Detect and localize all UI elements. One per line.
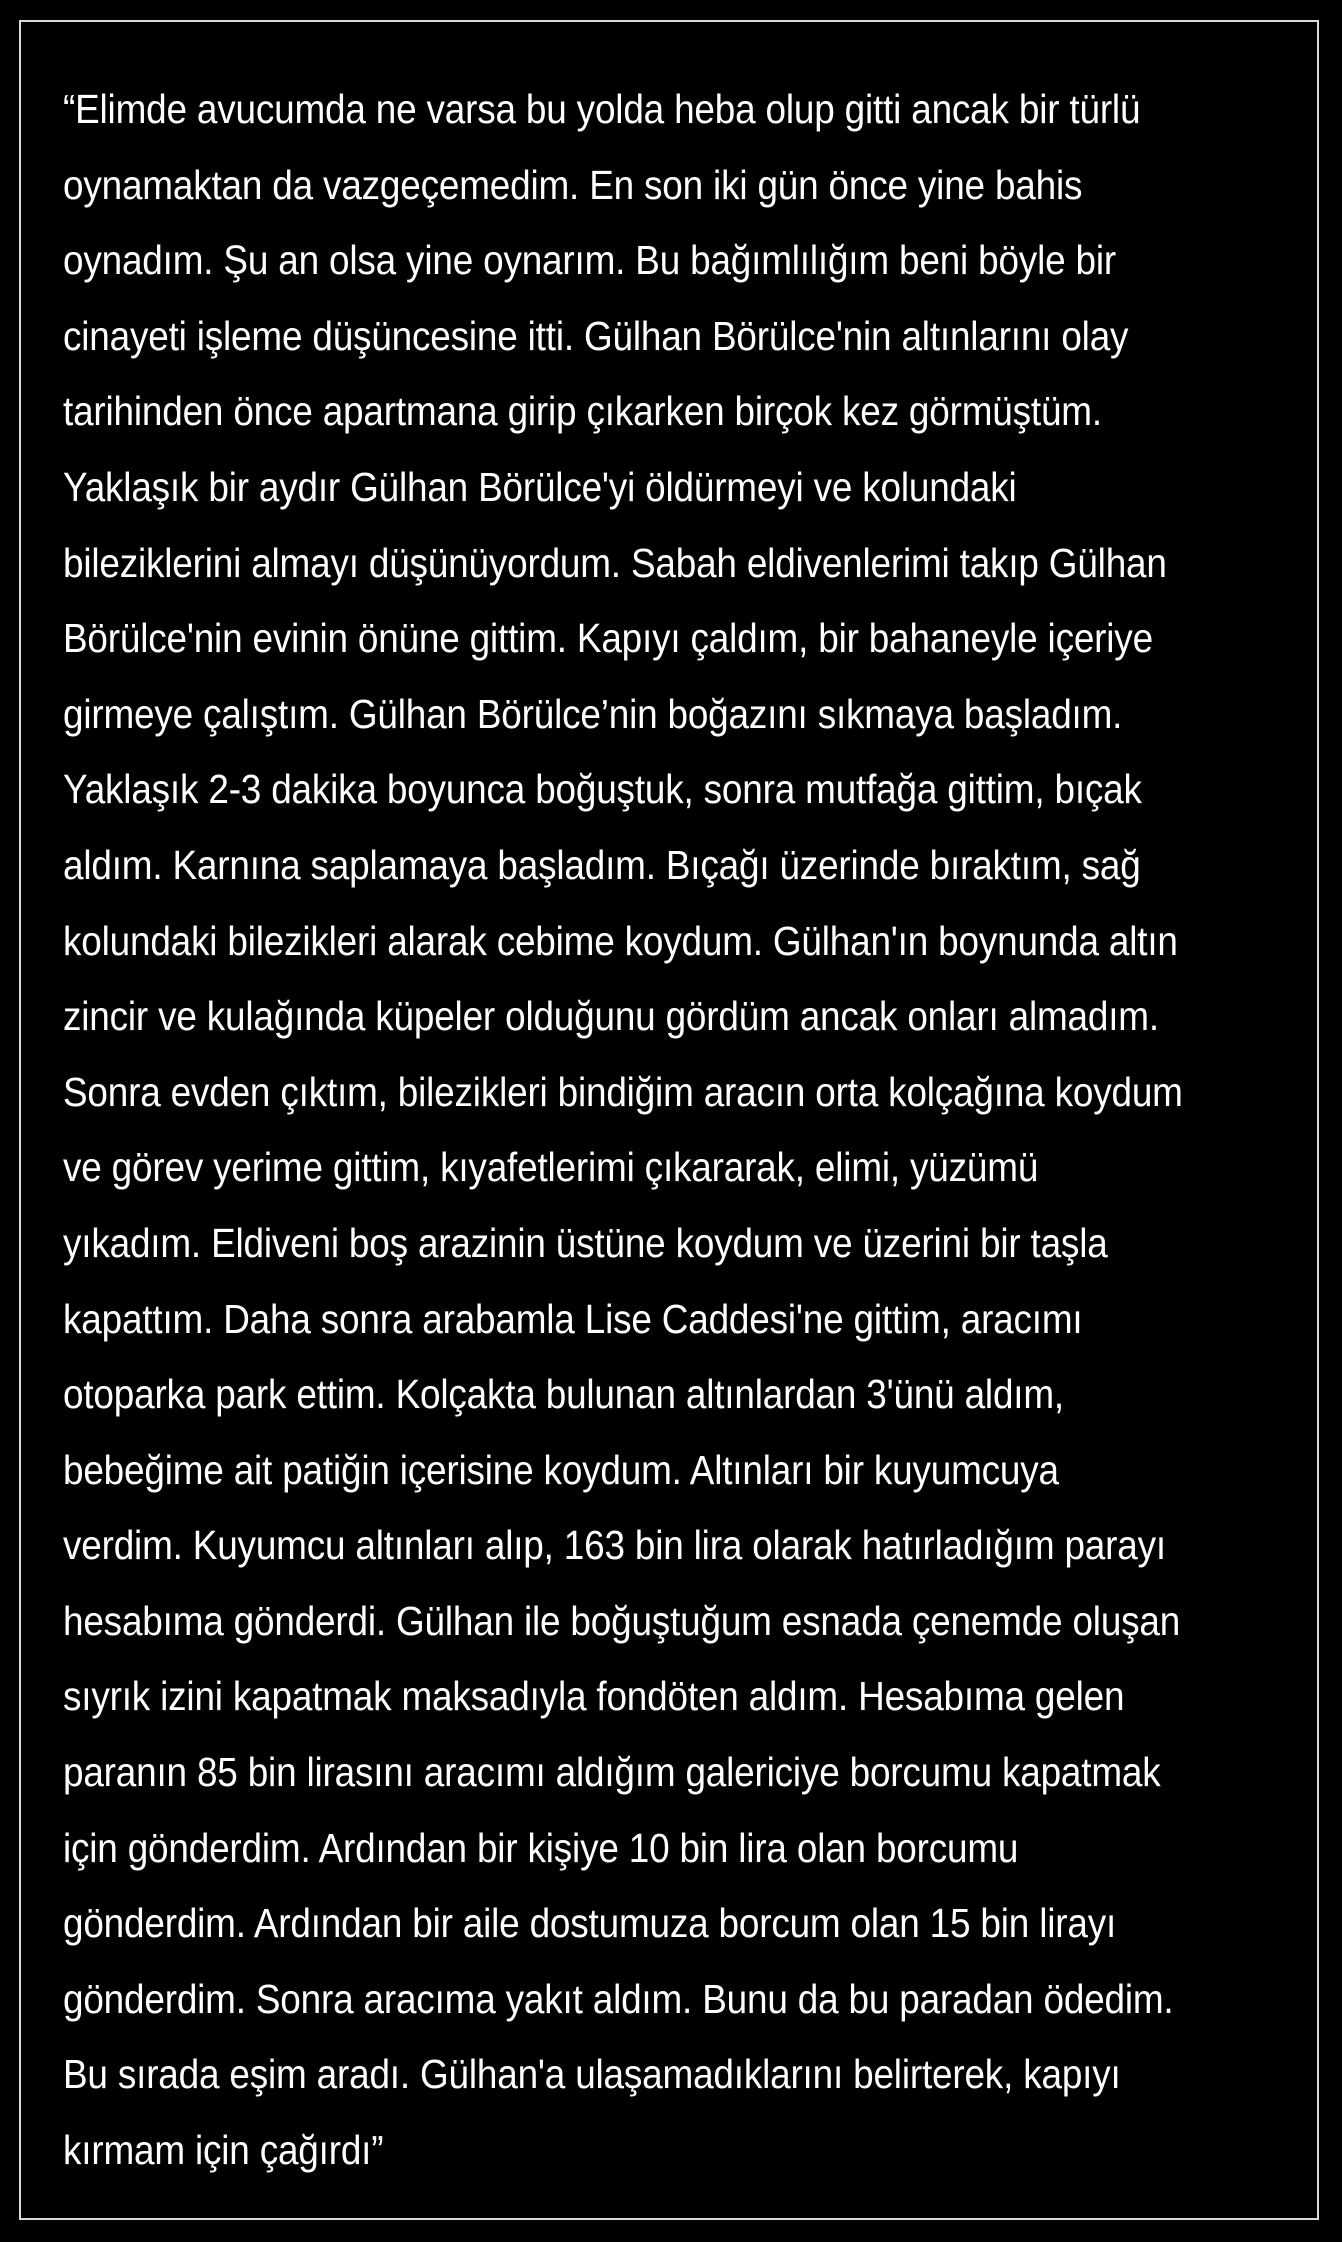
quote-line: bileziklerini almayı düşünüyordum. Sabah eldivenlerimi takıp Gülhan — [63, 539, 1167, 586]
quote-line: “Elimde avucumda ne varsa bu yolda heba olup gitti ancak bir türlü — [63, 86, 1141, 132]
quote-line: Yaklaşık 2-3 dakika boyunca boğuştuk, sonra mutfağa gittim, bıçak — [63, 766, 1142, 813]
quote-line: girmeye çalıştım. Gülhan Börülce’nin boğazını sıkmaya başladım. — [63, 690, 1123, 737]
quote-line: otoparka park ettim. Kolçakta bulunan altınlardan 3'ünü aldım, — [63, 1371, 1064, 1418]
quote-line: ve görev yerime gittim, kıyafetlerimi çıkararak, elimi, yüzümü — [63, 1144, 1039, 1191]
quote-line: zincir ve kulağında küpeler olduğunu gördüm ancak onları almadım. — [63, 993, 1159, 1040]
quote-frame — [19, 20, 1319, 2220]
quote-line: cinayeti işleme düşüncesine itti. Gülhan Börülce'nin altınlarını olay — [63, 312, 1129, 359]
quote-line: kolundaki bilezikleri alarak cebime koydum. Gülhan'ın boynunda altın — [63, 917, 1178, 964]
quote-text — [63, 72, 1183, 2189]
quote-line: hesabıma gönderdi. Gülhan ile boğuştuğum esnada çenemde oluşan — [63, 1597, 1181, 1644]
quote-line: gönderdim. Ardından bir aile dostumuza borcum olan 15 bin lirayı — [63, 1900, 1117, 1947]
quote-line: kırmam için çağırdı” — [63, 2127, 384, 2174]
quote-line: yıkadım. Eldiveni boş arazinin üstüne koydum ve üzerini bir taşla — [63, 1219, 1108, 1266]
quote-line: Börülce'nin evinin önüne gittim. Kapıyı çaldım, bir bahaneyle içeriye — [63, 615, 1153, 662]
quote-line: Bu sırada eşim aradı. Gülhan'a ulaşamadıklarını belirterek, kapıyı — [63, 2051, 1121, 2098]
quote-line: paranın 85 bin lirasını aracımı aldığım galericiye borcumu kapatmak — [63, 1749, 1161, 1796]
quote-line: bebeğime ait patiğin içerisine koydum. Altınları bir kuyumcuya — [63, 1446, 1059, 1493]
quote-line: sıyrık izini kapatmak maksadıyla fondöten aldım. Hesabıma gelen — [63, 1673, 1125, 1720]
quote-line: kapattım. Daha sonra arabamla Lise Caddesi'ne gittim, aracımı — [63, 1295, 1083, 1342]
quote-line: Yaklaşık bir aydır Gülhan Börülce'yi öldürmeyi ve kolundaki — [63, 463, 1017, 510]
quote-line: aldım. Karnına saplamaya başladım. Bıçağı üzerinde bıraktım, sağ — [63, 841, 1141, 888]
quote-line: tarihinden önce apartmana girip çıkarken birçok kez görmüştüm. — [63, 388, 1102, 435]
quote-line: için gönderdim. Ardından bir kişiye 10 bin lira olan borcumu — [63, 1824, 1019, 1871]
quote-line: oynamaktan da vazgeçemedim. En son iki gün önce yine bahis — [63, 161, 1083, 208]
quote-line: oynadım. Şu an olsa yine oynarım. Bu bağımlılığım beni böyle bir — [63, 237, 1116, 284]
quote-line: verdim. Kuyumcu altınları alıp, 163 bin lira olarak hatırladığım parayı — [63, 1522, 1166, 1569]
quote-line: Sonra evden çıktım, bilezikleri bindiğim aracın orta kolçağına koydum — [63, 1068, 1183, 1115]
quote-line: gönderdim. Sonra aracıma yakıt aldım. Bunu da bu paradan ödedim. — [63, 1975, 1174, 2022]
